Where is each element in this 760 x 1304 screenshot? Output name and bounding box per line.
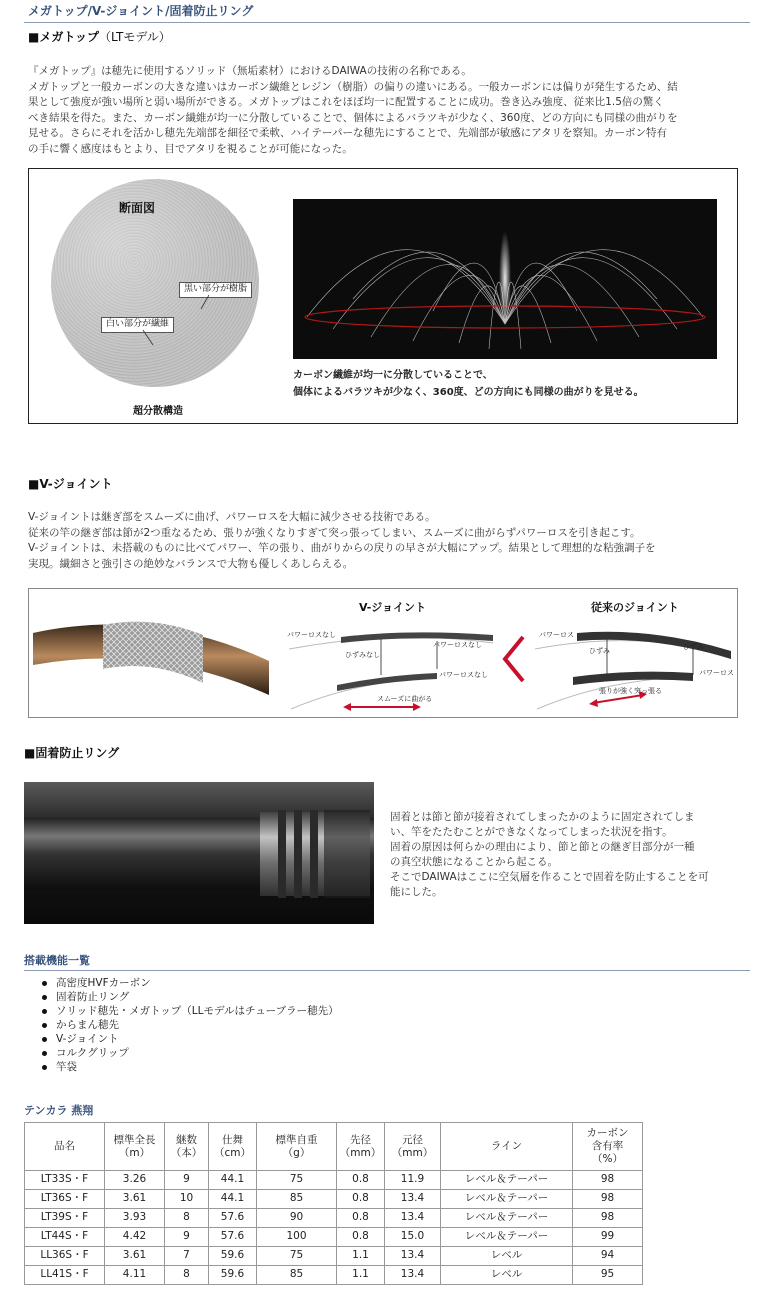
spec-table-title: テンカラ 燕翔 — [24, 1104, 94, 1117]
ring-paragraph — [390, 810, 750, 900]
label-pointer-lines — [29, 169, 329, 409]
spec-table-cell: 13.4 — [385, 1209, 441, 1228]
megatop-paragraph-line: の手に響く感度はもとより、目でアタリを視ることが可能になった。 — [28, 142, 353, 155]
features-title: 搭載機能一覧 — [24, 954, 90, 967]
feature-item: V-ジョイント — [40, 1032, 339, 1046]
spec-table-header-line: 含有率 — [591, 1140, 624, 1152]
spec-table-cell: 0.8 — [337, 1228, 385, 1247]
spec-table-header-cell — [105, 1123, 165, 1171]
label-white-fiber: 白い部分が繊維 — [101, 317, 174, 333]
spec-table-cell: 8 — [165, 1209, 209, 1228]
megatop-heading — [28, 30, 171, 46]
ring-paragraph-line: 固着とは節と節が接着されてしまったかのように固定されてしま — [390, 811, 695, 823]
megatop-paragraph-line: 見せる。さらにそれを活かし穂先先端部を細径で柔軟、ハイテーパーな穂先にすることで、先端部が敏感にアタリを察知。カーボン特有 — [28, 127, 668, 139]
spec-table-header-line: ライン — [490, 1140, 523, 1152]
spec-table-cell: 94 — [573, 1247, 643, 1266]
spec-table-cell: レベル＆テーパー — [441, 1209, 573, 1228]
spec-table-header-cell — [257, 1123, 337, 1171]
spec-table-row — [25, 1247, 643, 1266]
spec-table-cell: 98 — [573, 1171, 643, 1190]
spec-table-cell: LT36S・F — [25, 1190, 105, 1209]
ring-paragraph-line: の真空状態になることから起こる。 — [390, 856, 558, 868]
spec-table — [24, 1122, 643, 1285]
spec-table-cell: 85 — [257, 1190, 337, 1209]
spec-table-cell: レベル — [441, 1247, 573, 1266]
spec-table-cell: 3.93 — [105, 1209, 165, 1228]
fountain-caption-line2: 個体によるバラツキが少なく、360度、どの方向にも同様の曲がりを見せる。 — [293, 387, 644, 398]
label-smooth-bend: スムーズに曲がる — [377, 695, 433, 703]
spec-table-cell: 90 — [257, 1209, 337, 1228]
spec-table-cell: 9 — [165, 1228, 209, 1247]
spec-table-cell: 15.0 — [385, 1228, 441, 1247]
spec-table-row — [25, 1171, 643, 1190]
feature-item: 竿袋 — [40, 1060, 339, 1074]
spec-table-cell: 13.4 — [385, 1247, 441, 1266]
rod-joint-photo — [33, 609, 273, 709]
feature-item: コルクグリップ — [40, 1046, 339, 1060]
label-power-loss-none-1: パワーロスなし — [287, 631, 336, 639]
fountain-caption — [293, 367, 644, 401]
spec-table-cell: 59.6 — [209, 1266, 257, 1285]
ring-paragraph-line: 固着の原因は何らかの理由により、節と節との継ぎ目部分が一種 — [390, 841, 695, 853]
vjoint-figure — [28, 588, 738, 718]
cross-section-caption: 超分散構造 — [133, 406, 183, 417]
label-black-resin: 黒い部分が樹脂 — [179, 282, 252, 298]
spec-table-header-line: 標準自重 — [275, 1133, 318, 1146]
ring-paragraph-line: 能にした。 — [390, 886, 443, 898]
ring-heading: ■固着防止リング — [24, 746, 120, 760]
spec-table-header-line: （%） — [592, 1153, 623, 1165]
megatop-paragraph-line: べき結果を得た。また、カーボン繊維が均一に分散していることで、個体によるバラツキが少なく、360度、どの方向にも同様の曲がりを — [28, 111, 678, 124]
spec-table-header-line: （mm） — [339, 1146, 382, 1159]
spec-table-cell: 7 — [165, 1247, 209, 1266]
spec-table-cell: 98 — [573, 1209, 643, 1228]
fountain-caption-line1: カーボン繊維が均一に分散していることで、 — [293, 370, 493, 381]
spec-table-cell: 8 — [165, 1266, 209, 1285]
megatop-heading-sub: （LTモデル） — [98, 30, 171, 44]
spec-table-header-cell — [337, 1123, 385, 1171]
ring-paragraph-line: い、竿をたたむことができなくなってしまった状況を指す。 — [390, 826, 673, 838]
fountain-illustration — [293, 199, 717, 359]
megatop-heading-text: ■メガトップ — [28, 30, 99, 44]
spec-table-cell: LT33S・F — [25, 1171, 105, 1190]
spec-table-cell: 98 — [573, 1190, 643, 1209]
spec-table-header-line: （m） — [118, 1146, 151, 1159]
spec-table-cell: レベル＆テーパー — [441, 1190, 573, 1209]
fountain-arcs — [293, 199, 717, 359]
spec-table-body — [25, 1171, 643, 1285]
spec-table-cell: 0.8 — [337, 1209, 385, 1228]
spec-table-cell: 10 — [165, 1190, 209, 1209]
spec-table-header-line: 品名 — [54, 1140, 75, 1152]
features-divider — [24, 970, 750, 971]
spec-table-header-line: （本） — [170, 1146, 203, 1159]
spec-table-cell: LL36S・F — [25, 1247, 105, 1266]
spec-table-cell: 59.6 — [209, 1247, 257, 1266]
spec-table-cell: 99 — [573, 1228, 643, 1247]
spec-table-header-line: カーボン — [586, 1127, 629, 1139]
feature-item: 固着防止リング — [40, 990, 339, 1004]
vjoint-paragraph-line: 従来の竿の継ぎ部は節が2つ重なるため、張りが強くなりすぎて突っ張ってしまい、スムーズに曲がらずパワーロスを引き起こす。 — [28, 526, 641, 539]
label-strain-none: ひずみなし — [345, 651, 380, 659]
vjoint-paragraph — [28, 510, 656, 572]
spec-table-cell: LT44S・F — [25, 1228, 105, 1247]
vjoint-paragraph-line: V-ジョイントは、未搭載のものに比べてパワー、竿の張り、曲がりからの戻りの早さが大幅にアップ。結果として理想的な粘強調子を — [28, 542, 656, 554]
spec-table-cell: 57.6 — [209, 1228, 257, 1247]
spec-table-cell: LT39S・F — [25, 1209, 105, 1228]
spec-table-cell: 100 — [257, 1228, 337, 1247]
spec-table-cell: レベル＆テーパー — [441, 1228, 573, 1247]
label-strain-1: ひずみ — [683, 643, 704, 651]
ring-photo — [24, 782, 374, 924]
spec-table-header-line: （mm） — [391, 1146, 434, 1159]
spec-table-row — [25, 1228, 643, 1247]
spec-table-cell: 44.1 — [209, 1171, 257, 1190]
comparison-chevron — [499, 633, 529, 685]
spec-table-header-line: 仕舞 — [222, 1133, 243, 1146]
spec-table-cell: 3.61 — [105, 1247, 165, 1266]
spec-table-cell: 75 — [257, 1171, 337, 1190]
spec-table-cell: 57.6 — [209, 1209, 257, 1228]
spec-table-header-cell — [441, 1123, 573, 1171]
label-strain-2: ひずみ — [589, 647, 610, 655]
spec-table-header-line: 先径 — [350, 1133, 371, 1146]
megatop-paragraph-line: メガトップと一般カーボンの大きな違いはカーボン繊維とレジン（樹脂）の偏りの違いにある。一般カーボンには偏りが発生するため、結 — [28, 80, 678, 93]
vjoint-heading: ■V-ジョイント — [28, 477, 113, 491]
spec-table-cell: レベル — [441, 1266, 573, 1285]
spec-table-cell: 0.8 — [337, 1190, 385, 1209]
spec-table-row — [25, 1266, 643, 1285]
label-power-loss-none-2: パワーロスなし — [433, 641, 482, 649]
spec-table-cell: 95 — [573, 1266, 643, 1285]
spec-table-cell: 44.1 — [209, 1190, 257, 1209]
spec-table-cell: レベル＆テーパー — [441, 1171, 573, 1190]
spec-table-cell: 3.61 — [105, 1190, 165, 1209]
spec-table-cell: 4.42 — [105, 1228, 165, 1247]
title-divider — [24, 22, 750, 23]
label-power-loss-2: パワーロス — [699, 669, 734, 677]
label-power-loss-none-3: パワーロスなし — [439, 671, 488, 679]
label-power-loss-1: パワーロス — [539, 631, 574, 639]
spec-table-header-cell — [209, 1123, 257, 1171]
page-title: メガトップ/V-ジョイント/固着防止リング — [28, 4, 254, 18]
spec-table-cell: 85 — [257, 1266, 337, 1285]
label-stiff: 張りが強く突っ張る — [599, 687, 662, 695]
megatop-paragraph-line: 果として強度が強い場所と弱い場所ができる。メガトップはこれをほぼ均一に配置することに成功。巻き込み強度、従来比1.5倍の驚く — [28, 96, 664, 108]
spec-table-cell: 3.26 — [105, 1171, 165, 1190]
feature-item: からまん穂先 — [40, 1018, 339, 1032]
spec-table-header-line: 元径 — [402, 1133, 423, 1146]
spec-table-cell: 75 — [257, 1247, 337, 1266]
spec-table-header-row — [25, 1123, 643, 1171]
spec-table-header-cell — [25, 1123, 105, 1171]
spec-table-cell: 1.1 — [337, 1266, 385, 1285]
megatop-paragraph-line: 『メガトップ』は穂先に使用するソリッド（無垢素材）におけるDAIWAの技術の名称である。 — [28, 65, 472, 77]
spec-table-header-line: 標準全長 — [113, 1133, 156, 1146]
spec-table-cell: 11.9 — [385, 1171, 441, 1190]
conventional-diagram-title: 従来のジョイント — [591, 601, 679, 614]
spec-table-header-line: 継数 — [176, 1133, 197, 1146]
spec-table-cell: 4.11 — [105, 1266, 165, 1285]
spec-table-row — [25, 1209, 643, 1228]
spec-table-cell: 9 — [165, 1171, 209, 1190]
spec-table-cell: 1.1 — [337, 1247, 385, 1266]
cross-section-title: 断面図 — [119, 201, 156, 215]
ring-rod-illustration — [24, 782, 374, 924]
spec-table-row — [25, 1190, 643, 1209]
spec-table-cell: LL41S・F — [25, 1266, 105, 1285]
spec-table-header-cell — [573, 1123, 643, 1171]
spec-table-cell: 13.4 — [385, 1190, 441, 1209]
feature-item: 高密度HVFカーボン — [40, 976, 339, 990]
spec-table-cell: 13.4 — [385, 1266, 441, 1285]
megatop-paragraph — [28, 64, 678, 157]
spec-table-header-line: （cm） — [213, 1146, 251, 1159]
vjoint-paragraph-line: V-ジョイントは継ぎ部をスムーズに曲げ、パワーロスを大幅に減少させる技術である。 — [28, 511, 436, 523]
spec-table-header-cell — [165, 1123, 209, 1171]
vjoint-paragraph-line: 実現。繊細さと強引さの絶妙なバランスで大物も優しくあしらえる。 — [28, 557, 354, 570]
spec-table-cell: 0.8 — [337, 1171, 385, 1190]
spec-table-header-cell — [385, 1123, 441, 1171]
vjoint-diagram-title: V-ジョイント — [359, 601, 427, 614]
spec-table-header-line: （g） — [282, 1146, 311, 1159]
feature-item: ソリッド穂先・メガトップ（LLモデルはチューブラー穂先） — [40, 1004, 339, 1018]
megatop-figure — [28, 168, 738, 424]
ring-paragraph-line: そこでDAIWAはここに空気層を作ることで固着を防止することを可 — [390, 871, 709, 883]
features-list — [40, 976, 339, 1074]
